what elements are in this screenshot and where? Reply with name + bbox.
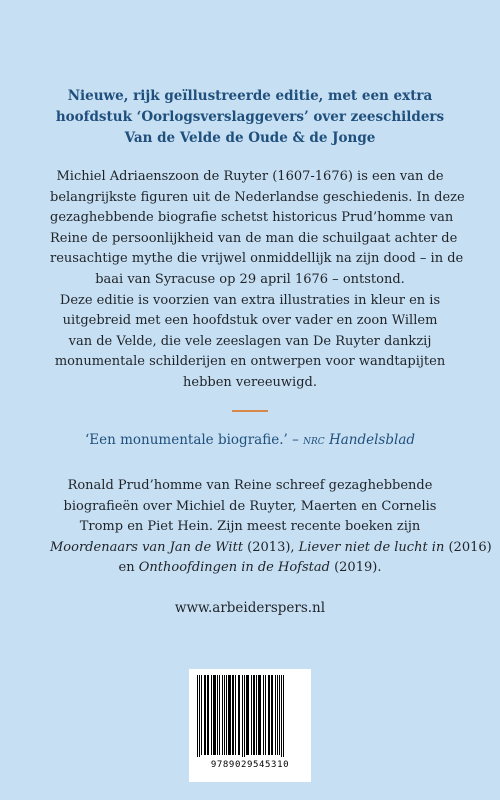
author-bio [50,476,492,579]
book-year: (2016) [444,539,492,555]
barcode-bar [281,675,282,757]
book-title: Onthoofdingen in de Hofstad [138,560,330,576]
edition-headline [40,86,460,149]
barcode-bar [246,675,249,755]
bio-text: en [118,560,139,576]
barcode-bar [197,675,198,757]
barcode-bar [235,675,236,755]
barcode-bars [195,675,305,757]
barcode-bar [258,675,261,755]
blurb-line: baai van Syracuse op 29 april 1676 – ontstond. [95,271,405,287]
bio-line: Tromp en Piet Hein. Zijn meest recente boeken zijn [79,519,421,535]
barcode-bar [226,675,227,755]
blurb-line: uitgebreid met een hoofdstuk over vader en zoon Willem [62,313,438,329]
blurb-line: belangrijkste figuren uit de Nederlandse geschiedenis. In deze [50,189,465,205]
barcode-bar [211,675,212,755]
barcode-bar [251,675,252,755]
barcode-bar [222,675,223,755]
barcode-bar [217,675,218,755]
quote-text: ‘Een monumentale biografie.’ – [84,432,299,448]
barcode-bar [265,675,266,755]
quote-source: Handelsblad [328,432,416,448]
blurb-line: Michiel Adriaenszoon de Ruyter (1607-1676) is een van de [56,169,444,184]
barcode-bar [204,675,206,755]
bio-line: biografieën over Michiel de Ruyter, Maerten en Cornelis [63,498,437,514]
barcode-bar [242,675,243,757]
blurb-line: van de Velde, die vele zeeslagen van De Ruyter dankzij [68,333,432,349]
blurb-line: hebben vereeuwigd. [183,374,317,390]
barcode-bar [279,675,280,755]
section-divider [232,410,268,412]
barcode-bar [213,675,216,755]
bio-line [50,538,492,559]
barcode-bar [238,675,240,755]
blurb-line: Deze editie is voorzien van extra illustraties in kleur en is [59,292,441,308]
book-title: Liever niet de lucht in [298,539,445,555]
blurb-line: monumentale schilderijen en ontwerpen voor wandtapijten [54,354,446,370]
blurb-line: reusachtige mythe die vrijwel onmiddellijk na zijn dood – in de [50,251,464,267]
barcode-bar [275,675,276,755]
barcode-bar [224,675,225,755]
barcode-bar [201,675,202,755]
headline-line: hoofdstuk ‘Oorlogsverslaggevers’ over zeeschilders [55,109,445,125]
book-title: Moordenaars van Jan de Witt [50,539,244,555]
barcode-digits: 9789029545310 [210,760,290,770]
barcode-bar [244,675,245,757]
barcode-bar [207,675,209,755]
barcode-bar [232,675,234,755]
book-year: (2013), [243,539,299,555]
barcode-bar [268,675,270,755]
barcode-bar [277,675,278,755]
blurb-line: gezaghebbende biografie schetst historicus Prud’homme van [50,210,454,226]
barcode-bar [199,675,200,757]
barcode-bar [253,675,255,755]
barcode-bar [219,675,220,755]
barcode-bar [228,675,231,755]
press-quote [40,430,460,450]
publisher-website[interactable]: www.arbeiderspers.nl [174,600,326,616]
barcode-bar [271,675,273,755]
barcode-bar [256,675,257,755]
barcode [189,669,311,782]
barcode-bar [263,675,264,755]
quote-source-prefix: nrc [303,432,325,447]
book-year: (2019). [329,560,382,576]
headline-line: Nieuwe, rijk geïllustreerde editie, met een extra [67,88,433,104]
blurb-text [50,167,465,394]
blurb-line: Reine de persoonlijkheid van de man die schuilgaat achter de [50,230,458,246]
bio-line [50,558,450,579]
barcode-bar [283,675,284,757]
bio-line: Ronald Prud’homme van Reine schreef gezaghebbende [67,478,433,493]
headline-line: Van de Velde de Oude & de Jonge [124,130,376,146]
